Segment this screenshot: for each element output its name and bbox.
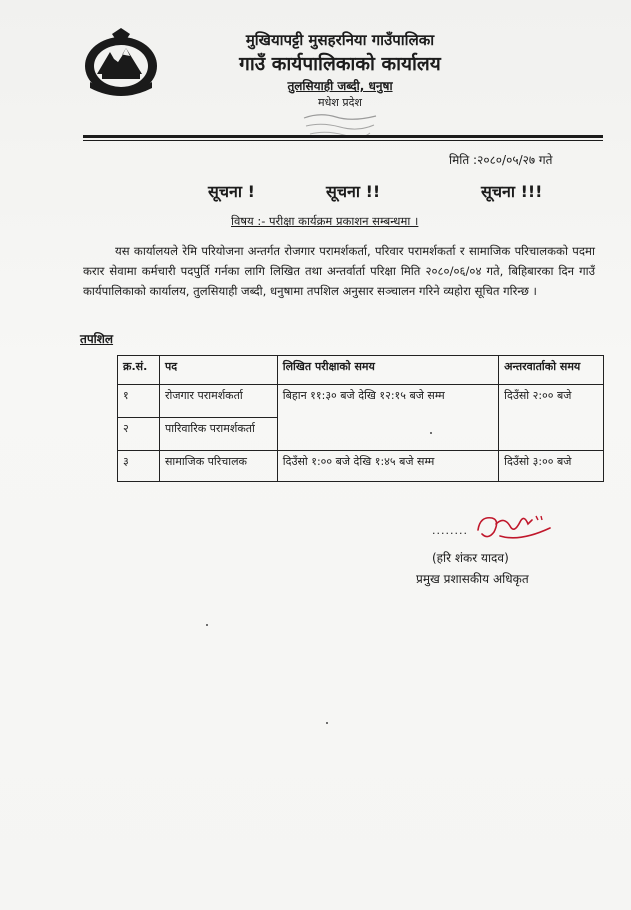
table-row [118, 385, 604, 418]
nepal-emblem-icon [82, 26, 160, 98]
signatory-title: प्रमुख प्रशासकीय अधिकृत [416, 572, 529, 586]
cell-written-time: बिहान ११:३० बजे देखि १२:१५ बजे सम्म [277, 385, 498, 418]
cell-post: पारिवारिक परामर्शकर्ता [159, 418, 277, 451]
scan-speck [326, 722, 328, 724]
cell-post: सामाजिक परिचालक [159, 451, 277, 482]
office-name: गाउँ कार्यपालिकाको कार्यालय [239, 53, 441, 75]
cell-interview-time [499, 418, 604, 451]
header-interview-time: अन्तरवार्ताको समय [499, 356, 604, 385]
cell-serial: ३ [118, 451, 160, 482]
header-rule-thin [83, 140, 603, 141]
cell-post: रोजगार परामर्शकर्ता [159, 385, 277, 418]
signature-dots: ........ [432, 524, 468, 537]
signature-icon [470, 506, 555, 546]
cell-interview-time: दिउँसो २:०० बजे [499, 385, 604, 418]
province-name: मधेश प्रदेश [318, 96, 362, 109]
header-written-exam-time: लिखित परीक्षाको समय [277, 356, 498, 385]
table-row [118, 451, 604, 482]
notice-heading-3: सूचना !!! [481, 182, 543, 201]
notice-heading-2: सूचना !! [326, 182, 381, 201]
cell-serial: २ [118, 418, 160, 451]
notice-subject: विषय :- परीक्षा कार्यक्रम प्रकाशन सम्बन्धमा । [231, 214, 419, 228]
header-post: पद [159, 356, 277, 385]
header-serial: क्र.सं. [118, 356, 160, 385]
signatory-name: (हरि शंकर यादव) [432, 551, 509, 565]
notice-date: मिति :२०८०/०५/२७ गते [449, 153, 553, 167]
table-title: तपशिल [80, 332, 114, 346]
cell-written-time: दिउँसो १:०० बजे देखि १:४५ बजे सम्म [277, 451, 498, 482]
cell-serial: १ [118, 385, 160, 418]
table-header-row [118, 356, 604, 385]
cell-interview-time: दिउँसो ३:०० बजे [499, 451, 604, 482]
office-address: तुलसियाही जब्दी, धनुषा [287, 79, 393, 93]
cell-written-time [277, 418, 498, 451]
municipality-name: मुखियापट्टी मुसहरनिया गाउँपालिका [245, 31, 435, 49]
header-rule-thick [83, 135, 603, 138]
table-row [118, 418, 604, 451]
scan-speck [206, 624, 208, 626]
scan-speck [430, 432, 432, 434]
schedule-table [117, 355, 604, 482]
notice-body: यस कार्यालयले रेमि परियोजना अन्तर्गत रोजगार परामर्शकर्ता, परिवार परामर्शकर्ता र सामाजिक परिचालकको पदमा करार सेवामा कर्मचारी पदपुर्ति गर्नका लागि लिखित तथा अन्तर्वार्ता परिक्षा मिति २०८०/०६/०४ गते, बिहिबारका दिन गाउँ कार्यपालिकाको कार्यालय, तुलसियाही जब्दी, धनुषामा तपशिल अनुसार सञ्चालन गरिने व्यहोरा सूचित गरिन्छ । [83, 244, 595, 298]
notice-heading-1: सूचना ! [208, 182, 255, 201]
